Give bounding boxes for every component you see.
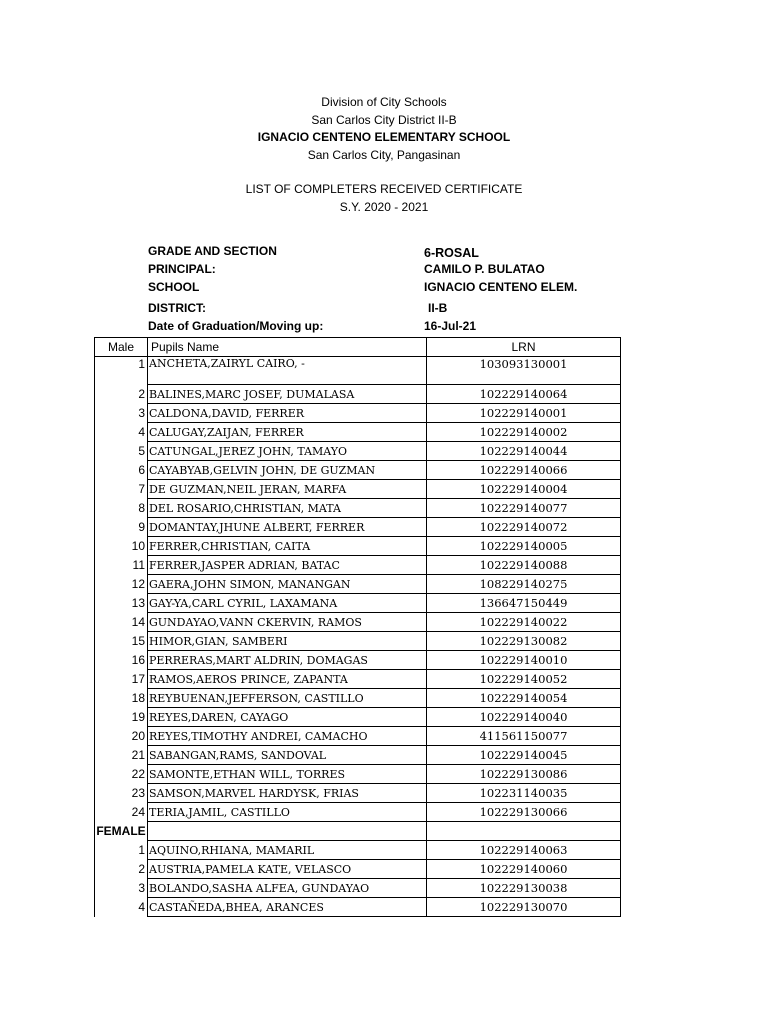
table-row — [95, 708, 621, 727]
lrn-value: 102229130066 — [427, 803, 621, 822]
pupil-name: REYES,DAREN, CAYAGO — [148, 708, 427, 727]
table-row — [95, 765, 621, 784]
table-row — [95, 860, 621, 879]
info-row-grade — [148, 244, 618, 262]
female-section-row — [95, 822, 621, 841]
lrn-value: 102229130086 — [427, 765, 621, 784]
table-row — [95, 670, 621, 689]
completers-table — [94, 337, 621, 917]
row-number: 11 — [95, 556, 148, 575]
pupil-name: DOMANTAY,JHUNE ALBERT, FERRER — [148, 518, 427, 537]
pupil-name: REYES,TIMOTHY ANDREI, CAMACHO — [148, 727, 427, 746]
info-value: IGNACIO CENTENO ELEM. — [424, 280, 578, 294]
lrn-value: 102229140044 — [427, 442, 621, 461]
row-number: 21 — [95, 746, 148, 765]
table-row — [95, 385, 621, 404]
lrn-value: 102229140004 — [427, 480, 621, 499]
lrn-value: 102229140022 — [427, 613, 621, 632]
row-number: 15 — [95, 632, 148, 651]
row-number: 2 — [95, 860, 148, 879]
district-line: San Carlos City District II-B — [311, 112, 457, 127]
table-row — [95, 784, 621, 803]
table-row — [95, 575, 621, 594]
row-number: 1 — [95, 841, 148, 860]
lrn-value: 102229140077 — [427, 499, 621, 518]
pupil-name: PERRERAS,MART ALDRIN, DOMAGAS — [148, 651, 427, 670]
document-header — [0, 94, 768, 216]
school-name: IGNACIO CENTENO ELEMENTARY SCHOOL — [257, 130, 511, 144]
row-number: 3 — [95, 404, 148, 423]
lrn-value: 102229140088 — [427, 556, 621, 575]
lrn-value: 102229140064 — [427, 385, 621, 404]
row-number: 16 — [95, 651, 148, 670]
info-label: DISTRICT: — [148, 301, 206, 315]
row-number: 22 — [95, 765, 148, 784]
row-number: 5 — [95, 442, 148, 461]
table-row — [95, 898, 621, 917]
info-label: SCHOOL — [148, 280, 200, 294]
column-header-name: Pupils Name — [148, 338, 427, 357]
info-value: CAMILO P. BULATAO — [424, 262, 545, 276]
row-number: 17 — [95, 670, 148, 689]
table-row — [95, 518, 621, 537]
pupil-name: HIMOR,GIAN, SAMBERI — [148, 632, 427, 651]
pupil-name: TERIA,JAMIL, CASTILLO — [148, 803, 427, 822]
row-number: 23 — [95, 784, 148, 803]
table-row — [95, 746, 621, 765]
lrn-value: 102229140001 — [427, 404, 621, 423]
info-block — [148, 244, 618, 337]
pupil-name: CASTAÑEDA,BHEA, ARANCES — [148, 898, 427, 917]
row-number: 20 — [95, 727, 148, 746]
table-row — [95, 423, 621, 442]
lrn-value: 102229130082 — [427, 632, 621, 651]
row-number: 10 — [95, 537, 148, 556]
section-label-female: FEMALE — [95, 822, 148, 841]
pupil-name: RAMOS,AEROS PRINCE, ZAPANTA — [148, 670, 427, 689]
pupil-name: ANCHETA,ZAIRYL CAIRO, - — [148, 357, 427, 385]
pupil-name: DEL ROSARIO,CHRISTIAN, MATA — [148, 499, 427, 518]
pupil-name: BOLANDO,SASHA ALFEA, GUNDAYAO — [148, 879, 427, 898]
lrn-value: 102229140005 — [427, 537, 621, 556]
table-row — [95, 689, 621, 708]
document-title: LIST OF COMPLETERS RECEIVED CERTIFICATE — [245, 182, 523, 196]
school-location: San Carlos City, Pangasinan — [307, 147, 461, 162]
table-row — [95, 651, 621, 670]
pupil-name: FERRER,CHRISTIAN, CAITA — [148, 537, 427, 556]
lrn-value: 102229140010 — [427, 651, 621, 670]
table-row — [95, 841, 621, 860]
pupil-name: AQUINO,RHIANA, MAMARIL — [148, 841, 427, 860]
pupil-name: SABANGAN,RAMS, SANDOVAL — [148, 746, 427, 765]
table-row — [95, 480, 621, 499]
table-row — [95, 461, 621, 480]
table-header-row — [95, 338, 621, 357]
info-value: 16-Jul-21 — [424, 319, 477, 333]
pupil-name: SAMSON,MARVEL HARDYSK, FRIAS — [148, 784, 427, 803]
row-number: 1 — [95, 357, 148, 385]
empty-cell — [427, 822, 621, 841]
table-row — [95, 537, 621, 556]
lrn-value: 411561150077 — [427, 727, 621, 746]
table-row — [95, 594, 621, 613]
row-number: 18 — [95, 689, 148, 708]
row-number: 12 — [95, 575, 148, 594]
pupil-name: BALINES,MARC JOSEF, DUMALASA — [148, 385, 427, 404]
pupil-name: CATUNGAL,JEREZ JOHN, TAMAYO — [148, 442, 427, 461]
lrn-value: 102229140045 — [427, 746, 621, 765]
lrn-value: 136647150449 — [427, 594, 621, 613]
pupil-name: FERRER,JASPER ADRIAN, BATAC — [148, 556, 427, 575]
column-header-lrn: LRN — [427, 338, 621, 357]
info-value: II-B — [428, 301, 448, 315]
info-label: Date of Graduation/Moving up: — [148, 319, 324, 333]
pupil-name: CAYABYAB,GELVIN JOHN, DE GUZMAN — [148, 461, 427, 480]
pupil-name: CALUGAY,ZAIJAN, FERRER — [148, 423, 427, 442]
lrn-value: 102229140040 — [427, 708, 621, 727]
lrn-value: 108229140275 — [427, 575, 621, 594]
pupil-name: GUNDAYAO,VANN CKERVIN, RAMOS — [148, 613, 427, 632]
info-row-principal — [148, 262, 618, 280]
pupil-name: DE GUZMAN,NEIL JERAN, MARFA — [148, 480, 427, 499]
row-number: 24 — [95, 803, 148, 822]
row-number: 4 — [95, 898, 148, 917]
lrn-value: 102229140060 — [427, 860, 621, 879]
info-label: PRINCIPAL: — [148, 262, 216, 276]
row-number: 13 — [95, 594, 148, 613]
pupil-name: SAMONTE,ETHAN WILL, TORRES — [148, 765, 427, 784]
pupil-name: REYBUENAN,JEFFERSON, CASTILLO — [148, 689, 427, 708]
info-row-school — [148, 280, 618, 298]
info-row-graduation-date — [148, 319, 618, 337]
info-value: 6-ROSAL — [424, 246, 479, 260]
info-row-district — [148, 301, 618, 319]
table-row — [95, 727, 621, 746]
lrn-value: 102229140052 — [427, 670, 621, 689]
table-row — [95, 632, 621, 651]
table-row — [95, 803, 621, 822]
row-number: 3 — [95, 879, 148, 898]
lrn-value: 102229140072 — [427, 518, 621, 537]
info-label: GRADE AND SECTION — [148, 244, 277, 258]
table-row — [95, 499, 621, 518]
row-number: 19 — [95, 708, 148, 727]
lrn-value: 102229130070 — [427, 898, 621, 917]
pupil-name: GAY-YA,CARL CYRIL, LAXAMANA — [148, 594, 427, 613]
pupil-name: GAERA,JOHN SIMON, MANANGAN — [148, 575, 427, 594]
school-year: S.Y. 2020 - 2021 — [339, 199, 429, 214]
lrn-value: 102229140063 — [427, 841, 621, 860]
pupil-name: CALDONA,DAVID, FERRER — [148, 404, 427, 423]
lrn-value: 102231140035 — [427, 784, 621, 803]
lrn-value: 102229140054 — [427, 689, 621, 708]
row-number: 9 — [95, 518, 148, 537]
empty-cell — [148, 822, 427, 841]
lrn-value: 102229140066 — [427, 461, 621, 480]
table-row — [95, 556, 621, 575]
lrn-value: 102229140002 — [427, 423, 621, 442]
table-row — [95, 613, 621, 632]
lrn-value: 102229130038 — [427, 879, 621, 898]
pupil-name: AUSTRIA,PAMELA KATE, VELASCO — [148, 860, 427, 879]
table-row — [95, 404, 621, 423]
row-number: 2 — [95, 385, 148, 404]
lrn-value: 103093130001 — [427, 357, 621, 385]
table-row — [95, 357, 621, 385]
table-row — [95, 879, 621, 898]
row-number: 14 — [95, 613, 148, 632]
table-row — [95, 442, 621, 461]
division-line: Division of City Schools — [321, 95, 447, 109]
row-number: 6 — [95, 461, 148, 480]
row-number: 8 — [95, 499, 148, 518]
row-number: 7 — [95, 480, 148, 499]
row-number: 4 — [95, 423, 148, 442]
column-header-male: Male — [95, 338, 148, 357]
